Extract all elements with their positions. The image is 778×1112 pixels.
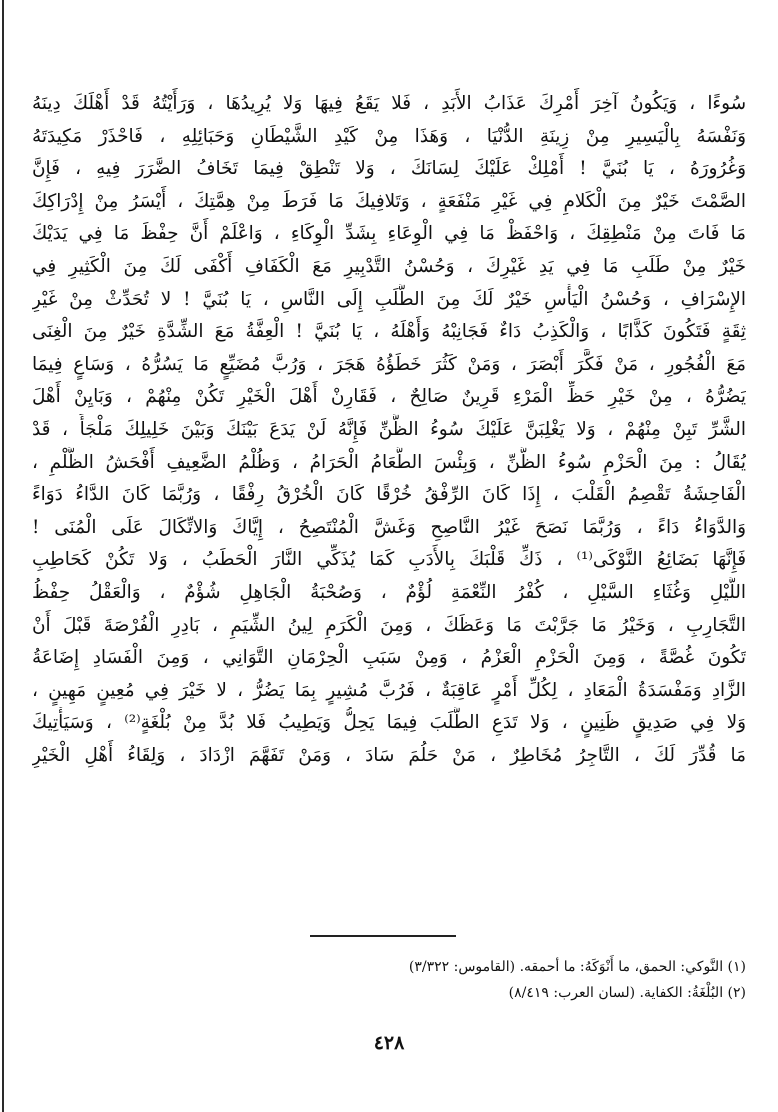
text-line: الصَّمْتَ خَيْرٌ مِنَ الْكَلامِ فِي غَيْرِ مَنْفَعَةٍ ، وَتَلافِيكَ مَا فَرَطَ مِنْ هِمَّتِكَ ، أَيْسَرُ مِنْ إِدْرَاكِكَ — [32, 190, 746, 212]
text-line: مَا فَاتَ مِنْ مَنْطِقِكَ ، وَاحْفَظْ مَا فِي الْوِعَاءِ بِشَدِّ الْوِكَاءِ ، وَاعْلَمْ أَنَّ حِفْظَ مَا فِي يَدَيْكَ — [32, 223, 746, 245]
text-line: ثِقَةٍ فَتَكُونَ كَذَّابًا ، وَالْكَذِبُ دَاءٌ فَجَانِبْهُ وَأَهْلَهُ ، يَا بُنَيَّ ! الْعِفَّةُ مَعَ الشِّدَّةِ خَيْرٌ مِنَ الْغِنَى — [32, 321, 746, 343]
text-line: مَعَ الْفُجُورِ ، مَنْ فَكَّرَ أَبْصَرَ ، وَمَنْ كَثُرَ خَطَؤُهُ هَجَرَ ، وَرُبَّ مُضَيِّعٍ مَا يَسُرُّهُ ، وَسَاعٍ فِيمَا — [32, 353, 746, 375]
text-line: خَيْرٌ مِنْ طَلَبِ مَا فِي يَدِ غَيْرِكَ ، وَحُسْنُ التَّدْبِيرِ مَعَ الْكَفَافِ أَكْفَى لَكَ مِنَ الْكَثِيرِ فِي — [32, 255, 746, 277]
text-line: وَنَفْسَهُ بِالْيَسِيرِ مِنْ زِينَةِ الدُّنْيَا ، وَهَذَا مِنْ كَيْدِ الشَّيْطَانِ وَحَبَائِلِهِ ، فَاحْذَرْ مَكِيدَتَهُ — [32, 125, 746, 147]
text-line: وَغُرُورَهُ ، يَا بُنَيَّ ! أَمْلِكْ عَلَيْكَ لِسَانَكَ ، وَلا تَنْطِقْ فِيمَا تَخَافُ الضَّرَرَ فِيهِ ، فَإِنَّ — [32, 158, 746, 180]
footnotes — [32, 954, 746, 1006]
text-line: سُوءًا ، وَيَكُونُ آخِرَ أَمْرِكَ عَذَابُ الأَبَدِ ، فَلا يَقَعُ فِيهَا وَلا يُرِيدُهَا ، وَرَأَيْتُهُ قَدْ أَهْلَكَ دِينَهُ — [32, 93, 746, 114]
text-line: اللَّيْلِ وَغُثَاءِ السَّيْلِ ، كُفْرُ النِّعْمَةِ لُؤْمٌ ، وَصُحْبَةُ الْجَاهِلِ شُؤْمٌ ، وَالْعَقْلُ حِفْظُ — [32, 581, 746, 603]
text-line: التَّجَارِبِ ، وَخَيْرُ مَا جَرَّبْتَ مَا وَعَظَكَ ، وَمِنَ الْكَرَمِ لِينُ الشِّيَمِ ، بَادِرِ الْفُرْصَةَ قَبْلَ أَنْ — [32, 614, 746, 636]
text-line: يُقَالُ : مِنَ الْحَزْمِ سُوءُ الظَّنِّ ، وَبِئْسَ الطَّعَامُ الْحَرَامُ ، وَظُلْمُ الضَّعِيفِ أَفْحَشُ الظُّلْمِ ، — [32, 451, 746, 473]
footnote-2: (٢) البُلْغَةُ: الكفاية. (لسان العرب: ٨/٤١٩) — [508, 985, 746, 1001]
footnote-1: (١) النَّوكي: الحمق، ما أَنْوَكَهُ: ما أحمقه. (القاموس: ٣/٣٢٢) — [408, 959, 746, 975]
text-line: فَإِنَّهَا بَضَائِعُ النَّوْكَى⁽¹⁾ ، ذَكِّ قَلْبَكَ بِالأَدَبِ كَمَا يُذَكِّي النَّارَ الْحَطَبُ ، وَلا تَكُنْ كَحَاطِبِ — [32, 549, 746, 571]
text-line: تَكُونَ غُصَّةً ، وَمِنَ الْحَزْمِ الْعَزْمُ ، وَمِنْ سَبَبِ الْحِرْمَانِ التَّوَانِي ، وَمِنَ الْفَسَادِ إِضَاعَةُ — [32, 647, 746, 669]
text-line: الْفَاحِشَةُ تَقْصِمُ الْقَلْبَ ، إِذَا كَانَ الرِّفْقُ خُرْقًا كَانَ الْخُرْقُ رِفْقًا ، وَرُبَّمَا كَانَ الدَّاءُ دَوَاءً — [32, 484, 746, 506]
text-line: مَا قُدِّرَ لَكَ ، التَّاجِرُ مُخَاطِرٌ ، مَنْ حَلُمَ سَادَ ، وَمَنْ تَفَهَّمَ ازْدَادَ ، وَلِقَاءُ أَهْلِ الْخَيْرِ — [32, 744, 746, 766]
footnote-separator — [310, 935, 456, 937]
text-line: وَلا فِي صَدِيقٍ ظَنِينٍ ، وَلا تَدَعِ الطَّلَبَ فِيمَا يَحِلُّ وَيَطِيبُ فَلا بُدَّ مِنْ بُلْغَةٍ⁽²⁾ ، وَسَيَأْتِيكَ — [32, 712, 746, 734]
text-line: وَالدَّوَاءُ دَاءً ، وَرُبَّمَا نَصَحَ غَيْرُ النَّاصِحِ وَغَشَّ الْمُنْتَصِحُ ، إِيَّاكَ وَالاتِّكَالَ عَلَى الْمُنَى ! — [32, 516, 746, 538]
text-line: الشَّرِّ تَبِنْ مِنْهُمْ ، وَلا يَغْلِبَنَّ عَلَيْكَ سُوءُ الظَّنِّ فَإِنَّهُ لَنْ يَدَعَ بَيْنَكَ وَبَيْنَ خَلِيلِكَ مَلْجَأً ، قَدْ — [32, 418, 746, 440]
text-line: الإِسْرَافِ ، وَحُسْنُ الْيَأْسِ خَيْرٌ لَكَ مِنَ الطَّلَبِ إِلَى النَّاسِ ، يَا بُنَيَّ ! لا تُحَدِّثْ مِنْ غَيْرِ — [32, 288, 746, 310]
text-line: الزَّادِ وَمَفْسَدَةُ الْمَعَادِ ، لِكُلِّ أَمْرٍ عَاقِبَةٌ ، فَرُبَّ مُشِيرٍ بِمَا يَضُرُّ ، لا خَيْرَ فِي مُعِينٍ مَهِينٍ ، — [32, 679, 746, 701]
text-line: يَضُرُّهُ ، مِنْ خَيْرِ حَظِّ الْمَرْءِ قَرِينٌ صَالِحٌ ، فَقَارِنْ أَهْلَ الْخَيْرِ تَكُنْ مِنْهُمْ ، وَبَايِنْ أَهْلَ — [32, 386, 746, 408]
page-edge-line — [2, 0, 4, 1112]
page-number: ٤٢٨ — [373, 1032, 405, 1054]
page-body — [32, 88, 746, 772]
main-text — [32, 88, 746, 772]
